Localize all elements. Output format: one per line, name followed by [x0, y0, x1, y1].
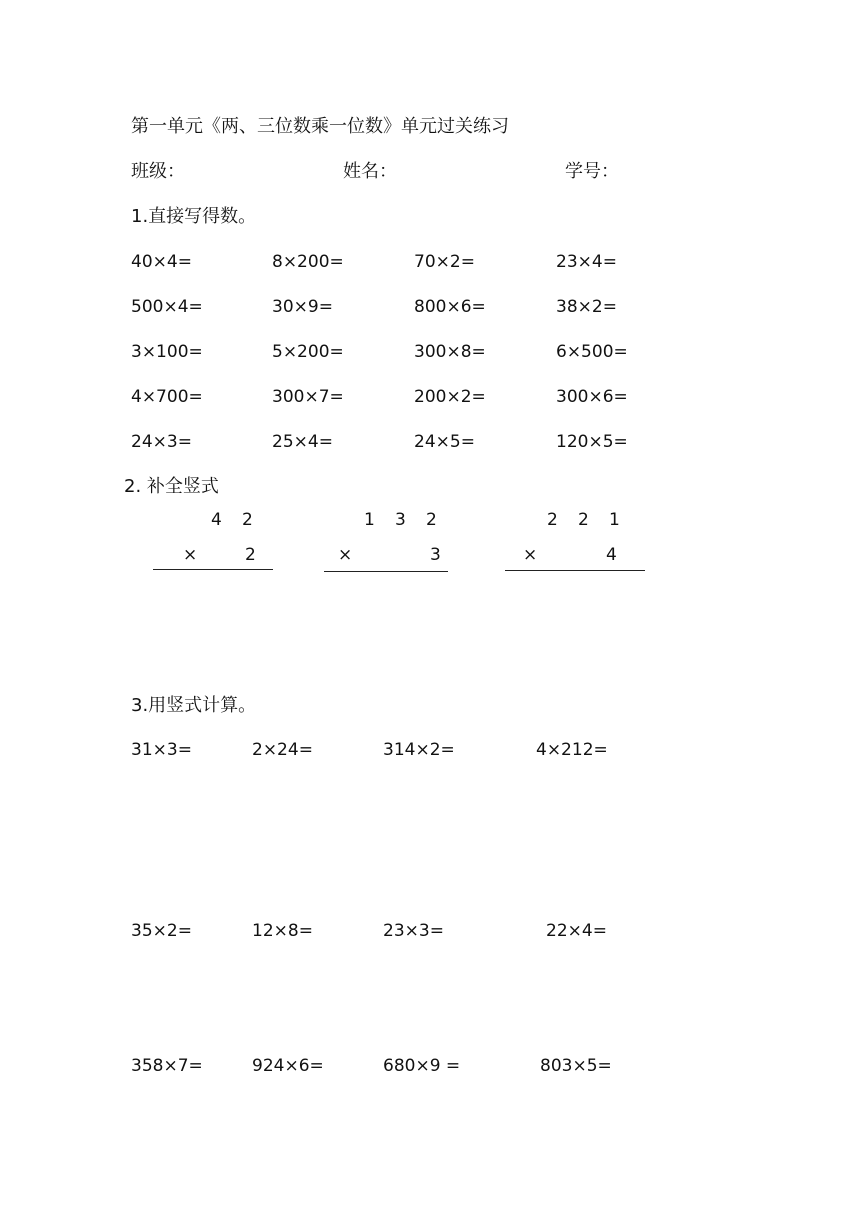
multiply-sign: ×	[338, 545, 353, 565]
multiply-sign: ×	[523, 545, 538, 565]
oral-problem: 300×7=	[272, 387, 344, 407]
written-problem: 2×24=	[252, 740, 313, 760]
section-3-heading: 3.用竖式计算。	[131, 695, 257, 716]
name-label: 姓名：	[343, 161, 397, 182]
section-1-heading: 1.直接写得数。	[131, 206, 257, 227]
written-problem: 22×4=	[546, 921, 607, 941]
oral-problem: 5×200=	[272, 342, 344, 362]
multiplier-digit: 4	[606, 545, 617, 565]
student-number-label: 学号：	[565, 161, 619, 182]
oral-problem: 23×4=	[556, 252, 617, 272]
oral-problem: 25×4=	[272, 432, 333, 452]
written-problem: 680×9 =	[383, 1056, 461, 1076]
multiplicand-digit: 1	[364, 510, 375, 530]
multiplier-digit: 3	[430, 545, 441, 565]
multiplicand-digit: 2	[547, 510, 558, 530]
multiplicand-digit: 4	[211, 510, 222, 530]
oral-problem: 3×100=	[131, 342, 203, 362]
written-problem: 924×6=	[252, 1056, 324, 1076]
oral-problem: 120×5=	[556, 432, 628, 452]
written-problem: 12×8=	[252, 921, 313, 941]
written-problem: 4×212=	[536, 740, 608, 760]
result-line	[505, 570, 645, 571]
written-problem: 31×3=	[131, 740, 192, 760]
written-problem: 35×2=	[131, 921, 192, 941]
oral-problem: 4×700=	[131, 387, 203, 407]
multiplier-digit: 2	[245, 545, 256, 565]
written-problem: 803×5=	[540, 1056, 612, 1076]
multiplicand-digit: 2	[578, 510, 589, 530]
oral-problem: 24×3=	[131, 432, 192, 452]
multiplicand-digit: 1	[609, 510, 620, 530]
section-2-heading: 2. 补全竖式	[124, 476, 219, 497]
oral-problem: 300×8=	[414, 342, 486, 362]
result-line	[153, 569, 273, 570]
page-title: 第一单元《两、三位数乘一位数》单元过关练习	[131, 116, 509, 137]
multiplicand-digit: 3	[395, 510, 406, 530]
oral-problem: 24×5=	[414, 432, 475, 452]
written-problem: 358×7=	[131, 1056, 203, 1076]
multiply-sign: ×	[183, 545, 198, 565]
oral-problem: 200×2=	[414, 387, 486, 407]
oral-problem: 30×9=	[272, 297, 333, 317]
oral-problem: 6×500=	[556, 342, 628, 362]
multiplicand-digit: 2	[426, 510, 437, 530]
oral-problem: 800×6=	[414, 297, 486, 317]
written-problem: 314×2=	[383, 740, 455, 760]
oral-problem: 8×200=	[272, 252, 344, 272]
written-problem: 23×3=	[383, 921, 444, 941]
oral-problem: 40×4=	[131, 252, 192, 272]
oral-problem: 70×2=	[414, 252, 475, 272]
oral-problem: 500×4=	[131, 297, 203, 317]
result-line	[324, 571, 448, 572]
oral-problem: 38×2=	[556, 297, 617, 317]
oral-problem: 300×6=	[556, 387, 628, 407]
multiplicand-digit: 2	[242, 510, 253, 530]
class-label: 班级：	[131, 161, 185, 182]
